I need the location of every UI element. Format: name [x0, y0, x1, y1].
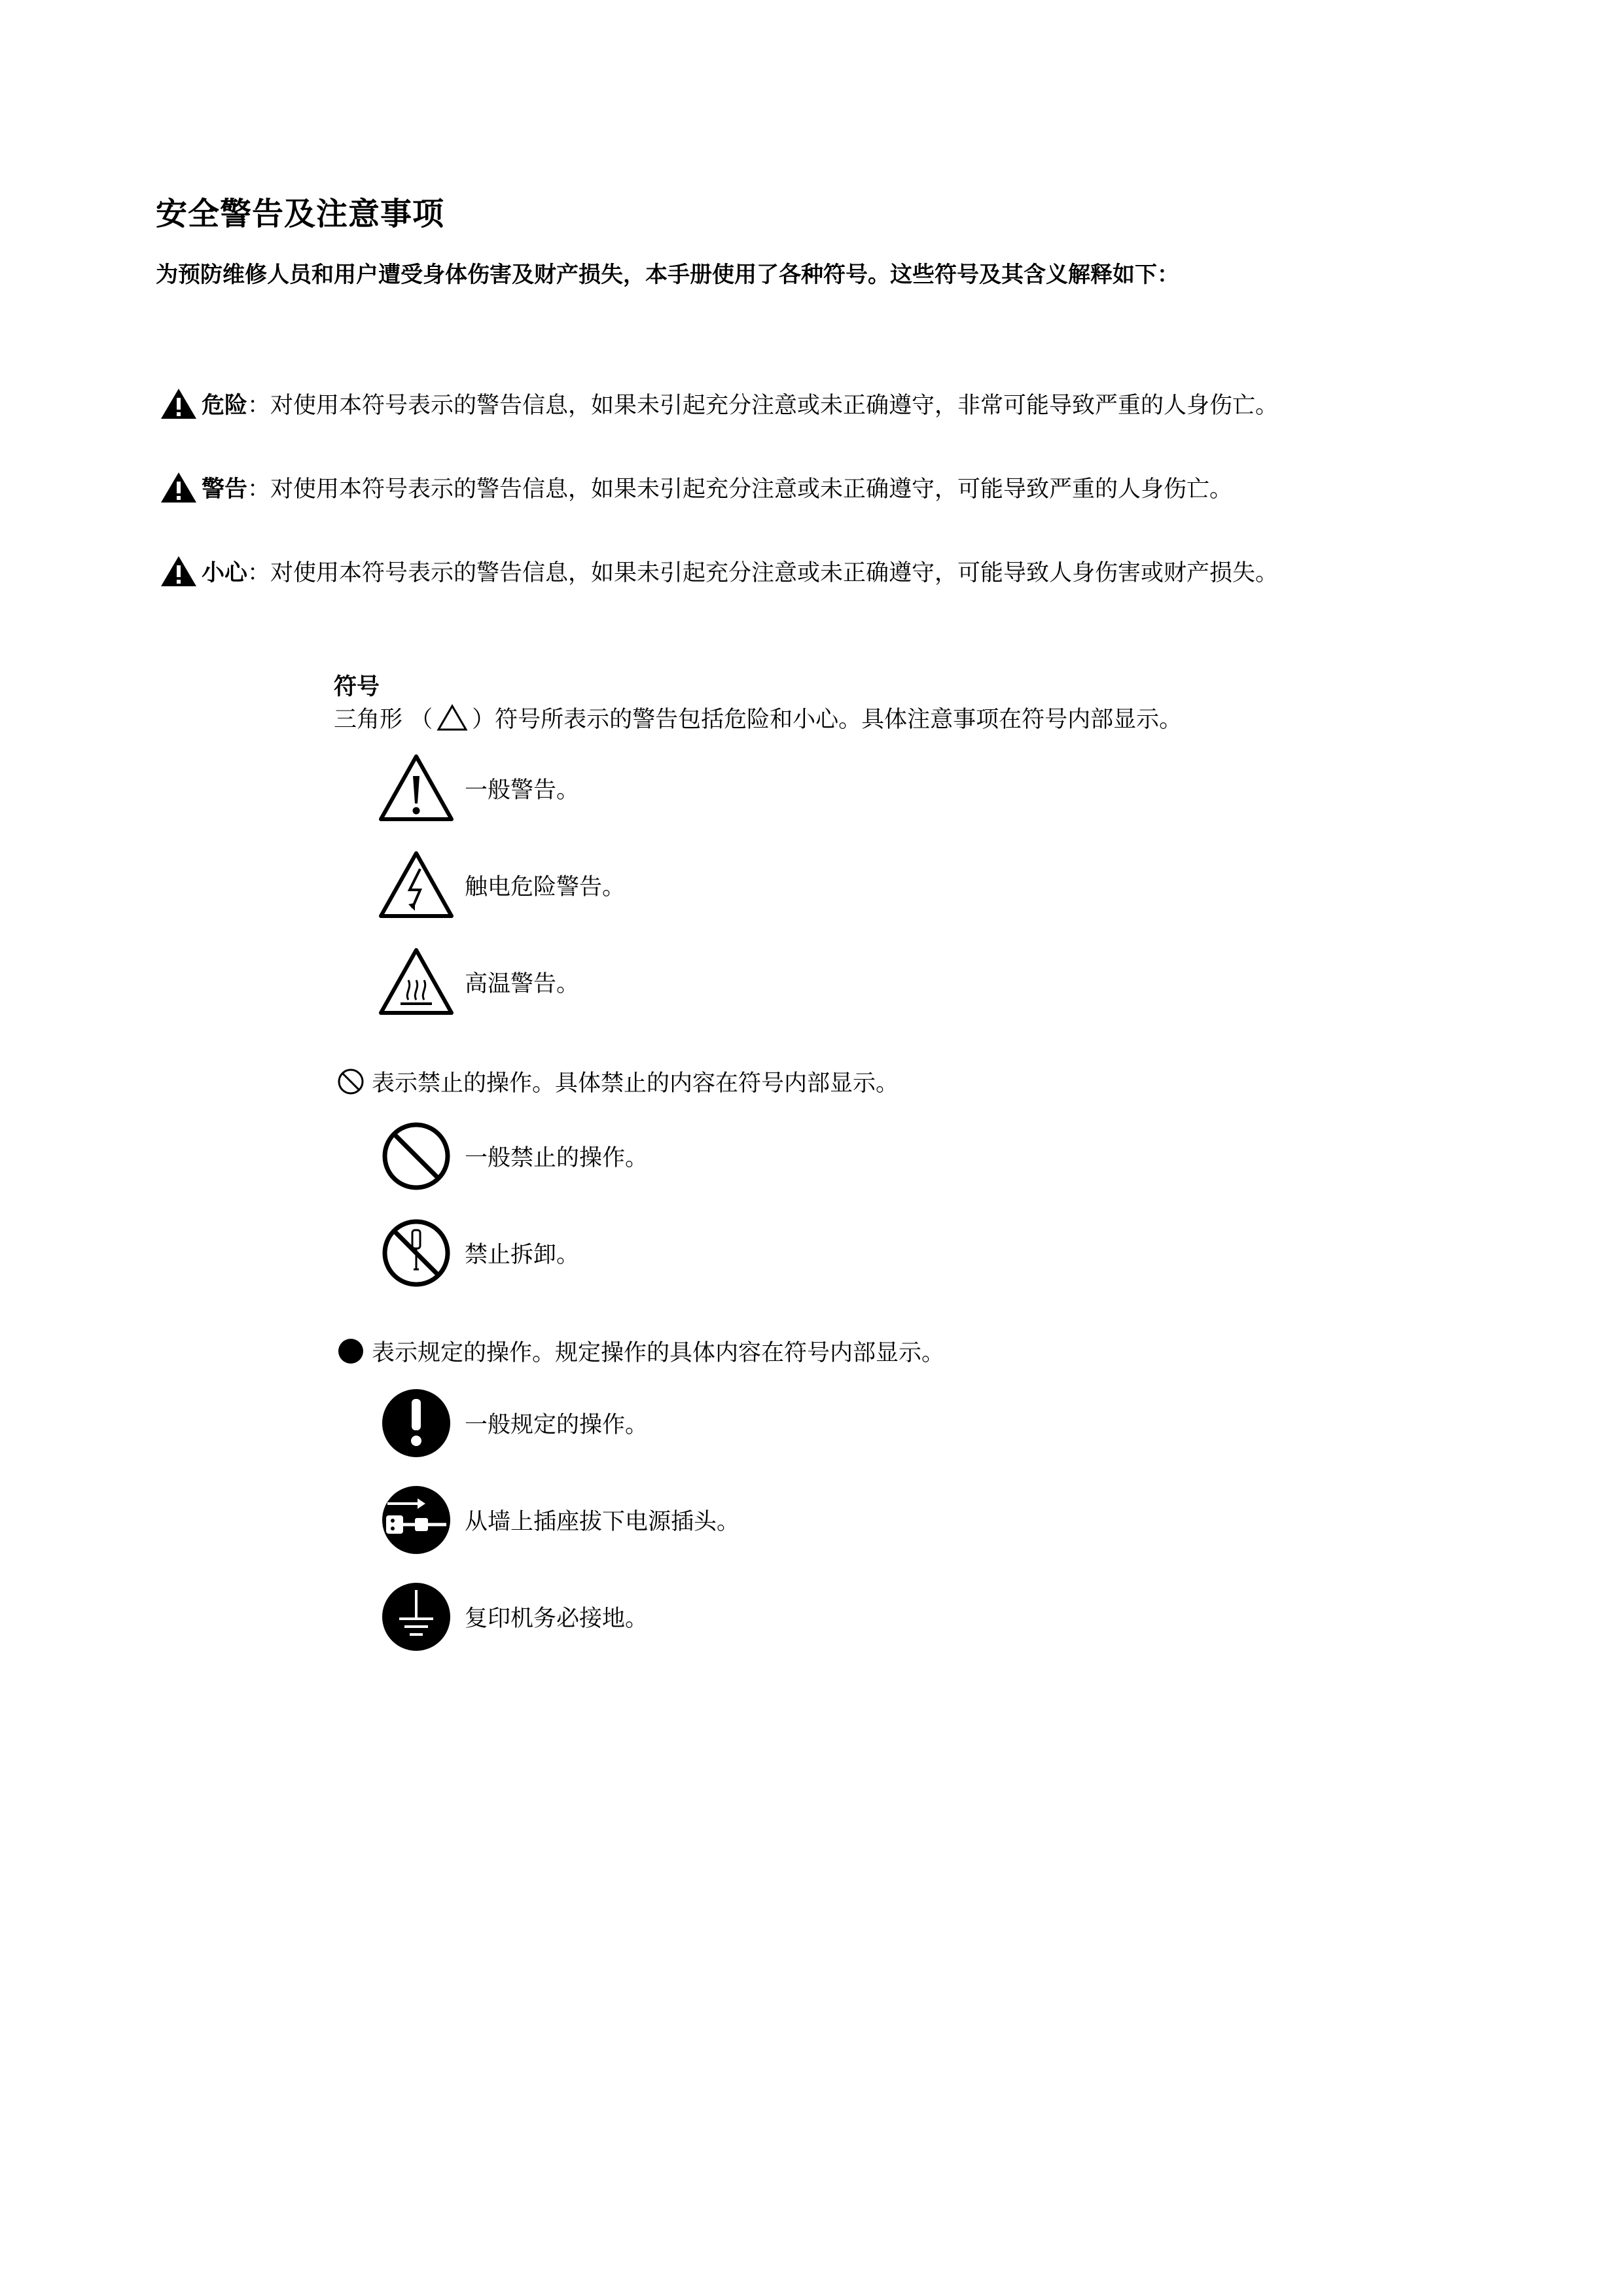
intro-text: 为预防维修人员和用户遭受身体伤害及财产损失，本手册使用了各种符号。这些符号及其含义解释如下：: [156, 262, 1179, 288]
symbol-label: 一般规定的操作。: [465, 1412, 649, 1438]
symbol-label: 从墙上插座拔下电源插头。: [465, 1509, 740, 1535]
warning-row-electric: [377, 849, 625, 921]
symbol-label: 禁止拆卸。: [465, 1242, 580, 1268]
general-mandatory-icon: [377, 1387, 455, 1459]
electric-shock-warning-icon: [377, 849, 455, 921]
level-text: 对使用本符号表示的警告信息，如果未引起充分注意或未正确遵守，可能导致严重的人身伤亡。: [270, 476, 1233, 503]
required-row-ground: [377, 1581, 648, 1653]
triangle-desc-before: 三角形 （: [334, 707, 433, 733]
required-row-unplug: [377, 1484, 740, 1556]
symbols-heading: 符号: [334, 674, 380, 700]
required-row-general: [377, 1387, 648, 1459]
warning-triangle-icon: [160, 471, 198, 504]
required-desc-text: 表示规定的操作。规定操作的具体内容在符号内部显示。: [372, 1340, 945, 1366]
level-term: 警告: [202, 476, 248, 503]
outline-triangle-icon: [437, 704, 468, 732]
level-term: 小心: [202, 560, 248, 586]
symbol-label: 复印机务必接地。: [465, 1606, 649, 1632]
level-sep: ：: [247, 476, 271, 503]
symbol-label: 一般警告。: [465, 777, 580, 804]
symbol-label: 一般禁止的操作。: [465, 1145, 649, 1171]
symbol-label: 触电危险警告。: [465, 874, 626, 900]
ground-connection-icon: [377, 1581, 455, 1653]
prohibition-small-icon: [336, 1067, 365, 1096]
high-temperature-warning-icon: [377, 946, 455, 1018]
level-sep: ：: [247, 393, 271, 419]
level-text: 对使用本符号表示的警告信息，如果未引起充分注意或未正确遵守，可能导致人身伤害或财产损失。: [270, 560, 1279, 586]
warning-row-general: [377, 752, 579, 824]
prohibited-desc-text: 表示禁止的操作。具体禁止的内容在符号内部显示。: [372, 1070, 899, 1097]
required-description: [336, 1335, 944, 1368]
prohibited-row-general: [377, 1120, 648, 1192]
filled-circle-icon: [336, 1337, 365, 1366]
general-prohibition-icon: [377, 1120, 455, 1192]
caution-triangle-icon: [160, 555, 198, 588]
do-not-disassemble-icon: [377, 1217, 455, 1289]
triangle-desc-after: ）符号所表示的警告包括危险和小心。具体注意事项在符号内部显示。: [472, 707, 1183, 733]
prohibited-description: [336, 1065, 899, 1098]
level-text: 对使用本符号表示的警告信息，如果未引起充分注意或未正确遵守，非常可能导致严重的人身伤亡。: [270, 393, 1279, 419]
prohibited-row-disassemble: [377, 1217, 579, 1289]
level-warning: [160, 471, 1232, 504]
symbol-label: 高温警告。: [465, 971, 580, 997]
unplug-power-icon: [377, 1484, 455, 1556]
danger-triangle-icon: [160, 387, 198, 420]
level-danger: [160, 387, 1278, 420]
page-title: 安全警告及注意事项: [156, 196, 445, 232]
level-caution: [160, 555, 1278, 588]
general-warning-icon: [377, 752, 455, 824]
level-term: 危险: [202, 393, 248, 419]
level-sep: ：: [247, 560, 271, 586]
warning-row-heat: [377, 946, 579, 1018]
triangle-description: [334, 701, 1182, 734]
